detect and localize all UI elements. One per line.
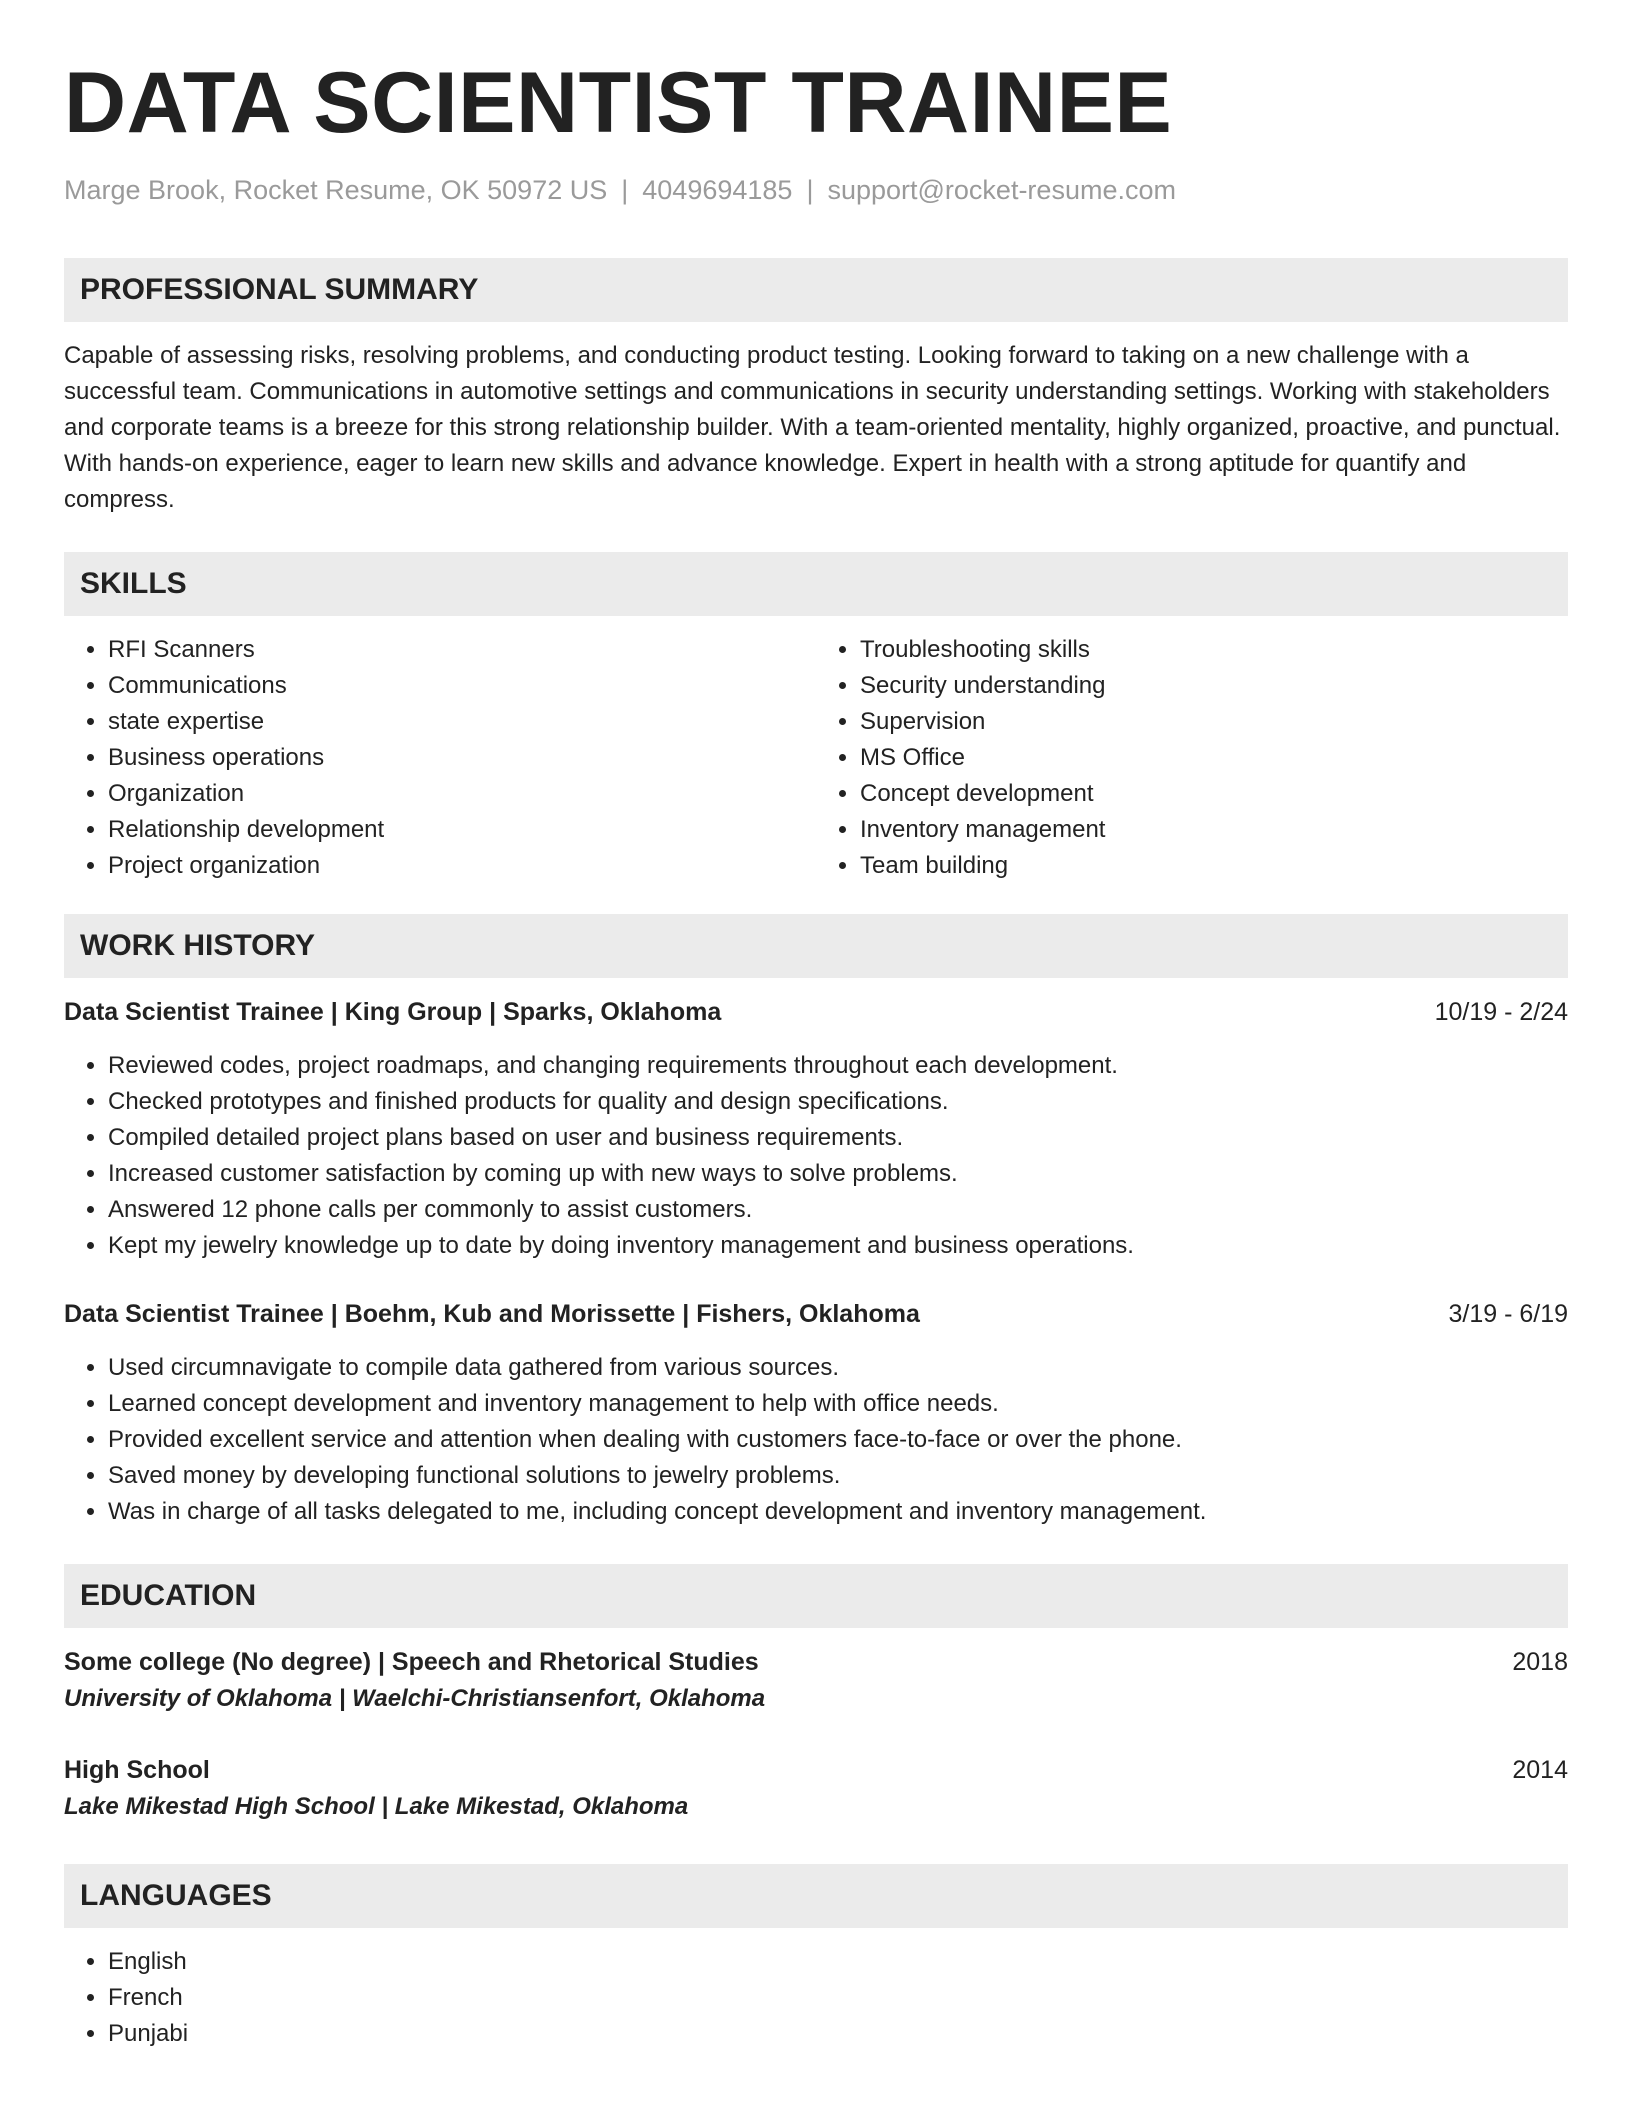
education-year: 2014: [1512, 1756, 1568, 1785]
skill-item: • MS Office: [860, 740, 1568, 776]
skill-item: • state expertise: [108, 704, 816, 740]
resume-name: DATA SCIENTIST TRAINEE: [64, 55, 1173, 151]
job-bullet: • Reviewed codes, project roadmaps, and changing requirements throughout each development.: [108, 1048, 1568, 1084]
language-item: • French: [108, 1980, 1568, 2016]
job-bullet: • Provided excellent service and attention when dealing with customers face-to-face or over the phone.: [108, 1422, 1568, 1458]
contact-phone: 4049694185: [642, 175, 793, 205]
skills-column-right: [816, 632, 1568, 884]
job-bullet: • Answered 12 phone calls per commonly to assist customers.: [108, 1192, 1568, 1228]
skills-column-left: [64, 632, 816, 884]
language-item: • English: [108, 1944, 1568, 1980]
job-bullet: • Learned concept development and inventory management to help with office needs.: [108, 1386, 1568, 1422]
education-degree: High School: [64, 1756, 210, 1785]
section-header-summary: PROFESSIONAL SUMMARY: [64, 258, 1568, 322]
education-school: University of Oklahoma | Waelchi-Christiansenfort, Oklahoma: [64, 1685, 766, 1713]
contact-email: support@rocket-resume.com: [827, 175, 1176, 205]
skill-item: • Relationship development: [108, 812, 816, 848]
job-title: Data Scientist Trainee | King Group | Sparks, Oklahoma: [64, 998, 722, 1027]
job-bullet: • Checked prototypes and finished products for quality and design specifications.: [108, 1084, 1568, 1120]
education-degree: Some college (No degree) | Speech and Rhetorical Studies: [64, 1648, 759, 1677]
job-bullet: • Was in charge of all tasks delegated to me, including concept development and inventory management.: [108, 1494, 1568, 1530]
job-dates: 3/19 - 6/19: [1448, 1300, 1568, 1329]
job-bullet: • Saved money by developing functional solutions to jewelry problems.: [108, 1458, 1568, 1494]
skill-item: • Supervision: [860, 704, 1568, 740]
contact-separator: |: [806, 175, 814, 205]
job-header: [64, 1296, 1568, 1332]
education-entry: [64, 1752, 1568, 1826]
job-dates: 10/19 - 2/24: [1434, 998, 1568, 1027]
skill-item: • Inventory management: [860, 812, 1568, 848]
contact-address: Marge Brook, Rocket Resume, OK 50972 US: [64, 175, 608, 205]
job-bullets: [64, 1350, 1568, 1530]
job-bullet: • Compiled detailed project plans based on user and business requirements.: [108, 1120, 1568, 1156]
skills-grid: [64, 632, 1568, 884]
skill-item: • Concept development: [860, 776, 1568, 812]
job-entry: [64, 994, 1568, 1264]
summary-text: Capable of assessing risks, resolving problems, and conducting product testing. Looking forward to taking on a new challenge with a successful team. Communications in automotive settings and communications in security understanding settings. Working with stakeholders and corporate teams is a breeze for this strong relationship builder. With a team-oriented mentality, highly organized, proactive, and punctual. With hands-on experience, eager to learn new skills and advance knowledge. Expert in health with a strong aptitude for quantify and compress.: [64, 342, 1561, 514]
language-item: • Punjabi: [108, 2016, 1568, 2052]
education-header: [64, 1752, 1568, 1788]
education-year: 2018: [1512, 1648, 1568, 1677]
job-bullet: • Increased customer satisfaction by coming up with new ways to solve problems.: [108, 1156, 1568, 1192]
section-header-skills: SKILLS: [64, 552, 1568, 616]
job-entry: [64, 1296, 1568, 1530]
skill-item: • Communications: [108, 668, 816, 704]
skill-item: • Team building: [860, 848, 1568, 884]
skill-item: • Business operations: [108, 740, 816, 776]
job-bullet: • Kept my jewelry knowledge up to date by doing inventory management and business operations.: [108, 1228, 1568, 1264]
education-entry: [64, 1644, 1568, 1718]
job-header: [64, 994, 1568, 1030]
section-header-education: EDUCATION: [64, 1564, 1568, 1628]
education-school: Lake Mikestad High School | Lake Mikestad, Oklahoma: [64, 1793, 689, 1821]
section-header-languages: LANGUAGES: [64, 1864, 1568, 1928]
skill-item: • Security understanding: [860, 668, 1568, 704]
section-header-work-history: WORK HISTORY: [64, 914, 1568, 978]
contact-line: [64, 174, 1568, 206]
skill-item: • Troubleshooting skills: [860, 632, 1568, 668]
languages-list: [64, 1944, 1568, 2052]
job-bullets: [64, 1048, 1568, 1264]
skill-item: • RFI Scanners: [108, 632, 816, 668]
skill-item: • Organization: [108, 776, 816, 812]
job-bullet: • Used circumnavigate to compile data gathered from various sources.: [108, 1350, 1568, 1386]
education-header: [64, 1644, 1568, 1680]
skill-item: • Project organization: [108, 848, 816, 884]
job-title: Data Scientist Trainee | Boehm, Kub and Morissette | Fishers, Oklahoma: [64, 1300, 920, 1329]
contact-separator: |: [621, 175, 629, 205]
